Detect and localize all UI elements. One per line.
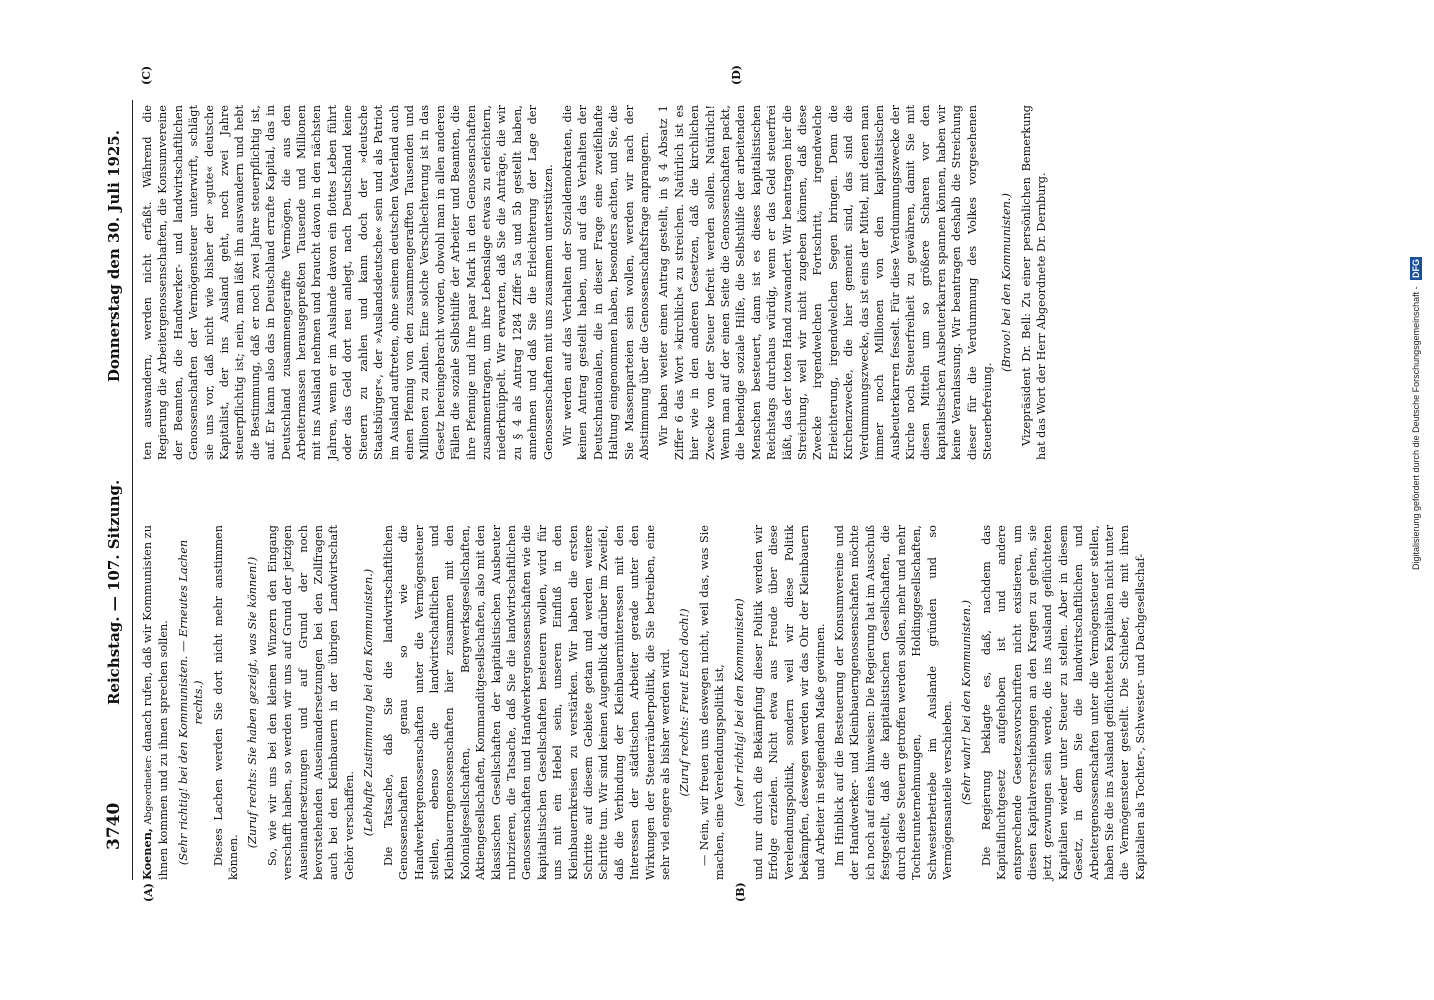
interjection: (Bravo! bei den Kommunisten.) xyxy=(1000,193,1014,372)
interjection: (Zuruf rechts: Freut Euch doch!) xyxy=(678,608,692,797)
paragraph: Dieses Lachen werden Sie dort nicht mehr anstimmen können. xyxy=(211,525,241,880)
speaker-line xyxy=(140,525,172,880)
margin-label-a: (A) xyxy=(142,883,155,902)
page-header xyxy=(104,130,134,850)
page-number: 3740 xyxy=(104,802,124,850)
paragraph: und nur durch die Bekämpfung dieser Politik werden wir Erfolge erzielen. Nicht etwa aus Freude über diese Verelendungspolitik, sondern weil wir diese Politik bekämpfen, deswegen werden wir das Ohr der Kleinbauern und Arbeiter in steigendem Maße gewinnen. xyxy=(752,525,827,880)
paragraph: — Nein, wir freuen uns deswegen nicht, weil das, was Sie machen, eine Verelendungspolitik ist, xyxy=(697,525,727,880)
margin-label-c: (C) xyxy=(140,65,153,85)
interjection: (Zuruf rechts: Sie haben gezeigt, was Sie können!) xyxy=(246,556,260,849)
interjection: (Sehr richtig! bei den Kommunisten. — Erneutes Lachen rechts.) xyxy=(176,539,206,866)
paragraph: ten auswandern, werden nicht erfaßt. Während die Regierung die Arbeitergenossenschaften, die Konsumvereine der Beamten, die Handwerker- und landwirtschaftlichen Genossenschaften der Vermögensteuer unterwirft, schlägt sie uns vor, daß nicht wie bisher der »gute« deutsche Kapitalist, der ins Ausland geht, noch zwei Jahre steuerpflichtig ist; nein, man läßt ihn auswandern und hebt die Bestimmung, daß er noch zwei Jahre steuerpflichtig ist, auf. Er kann also das in Deutschland errafte Kapital, das in Deutschland zusammengeraffte Vermögen, die aus den Arbeitermassen herausgepreßten Tausende und Millionen mit ins Ausland nehmen und braucht davon in den nächsten Jahren, wenn er im Auslande davon ein flottes Leben führt oder das Geld dort neu anlegt, nach Deutschland keine Steuern zu zahlen und kann doch der »deutsche Staatsbürger«, der »Auslandsdeutsche« sein und als Patriot im Ausland auftreten, ohne seinem deutschen Vaterland auch einen Pfennig von den zusammengerafften Tausenden und Millionen zu zahlen. Eine solche Verschlechterung ist in das Gesetz hereingebracht worden, obwohl man in allen anderen Fällen die soziale Selbsthilfe der Arbeiter und Beamten, die ihre Pfennige und ihre paar Mark in den Genossenschaften zusammentragen, um ihre Lebenslage etwas zu erleichtern, niederknüppelt. Wir erwarten, daß Sie die Anträge, die wir zu § 4 als Antrag 1284 Ziffer 5a und 5b gestellt haben, annehmen und daß Sie die Erleichterung der Lage der Genossenschaften mit uns zusammen unterstützen. xyxy=(141,105,555,460)
dfg-logo: DFG xyxy=(1411,258,1421,278)
paragraph: Wir werden auf das Verhalten der Sozialdemokraten, die keinen Antrag gestellt haben, und auf das Verhalten der Deutschnationalen, die in dieser Frage eine zweifelhafte Haltung eingenommen haben, besonders achten, und Sie, die Sie Massenparteien sein wollen, werden wir nach der Abstimmung über die Genossenschaftsfrage anprangern. xyxy=(560,105,651,460)
paragraph: Die Regierung beklagte es, daß, nachdem das Kapitalfluchtgesetz aufgehoben ist und andere entsprechende Gesetzesvorschriften nicht existieren, um diesen Kapitalverschiebungen an den Kragen zu gehen, sie jetzt gezwungen sein werde, die ins Ausland geflüchteten Kapitalien wieder unter Steuer zu stellen. Aber in diesem Gesetz, in dem Sie die landwirtschaftlichen und Arbeitergenossenschaften unter die Vermögensteuer stellen, haben Sie die ins Ausland geflüchteten Kapitalien nicht unter die Vermögensteuer gestellt. Die Schieber, die mit ihren Kapitalien als Tochter-, Schwester- und Dachgesellschaf- xyxy=(979,525,1147,880)
margin-label-b: (B) xyxy=(734,882,747,902)
credit-text: Digitalisierung gefördert durch die Deutsche Forschungsgemeinschaft - xyxy=(1411,286,1421,570)
speaker-name: Koenen, xyxy=(140,828,154,880)
running-title-right: Donnerstag den 30. Juli 1925. xyxy=(105,130,123,383)
interjection: (sehr richtig! bei den Kommunisten) xyxy=(732,598,746,807)
header-rule xyxy=(132,100,133,880)
left-column xyxy=(140,525,1152,880)
running-title-left: Reichstag. — 107. Sitzung. xyxy=(105,479,123,706)
paragraph: So, wie wir uns bei den kleinen Winzern den Eingang verschafft haben, so werden wir uns auf Grund der jetzigen Auseinandersetzungen und auf Grund der noch bevorstehenden Auseinandersetzungen bei den Zollfragen auch bei den Kleinbauern in der übrigen Landwirtschaft Gehör verschaffen. xyxy=(265,525,356,880)
paragraph: danach rufen, daß wir Kommunisten zu ihnen kommen und zu ihnen sprechen sollen. xyxy=(141,525,171,880)
margin-label-d: (D) xyxy=(730,65,743,85)
digitization-credit xyxy=(1410,10,1422,570)
paragraph: Die Tatsache, daß Sie die landwirtschaftlichen Genossenschaften genau so wie die Handwerkergenossenschaften unter die Vermögensteuer stellen, ebenso die landwirtschaftlichen und Kleinbauerngenossenschaften hier zusammen mit den Kolonialgesellschaften, Bergwerksgesellschaften, Aktiengesellschaften, Kommanditgesellschaften, also mit den klassischen Gesellschaften der kapitalistischen Ausbeuter rubrizieren, die Tatsache, daß Sie die landwirtschaftlichen Genossenschaften und Handwerkergenossenschaften wie die kapitalistischen Gesellschaften besteuern wollen, wird für uns mit ein Hebel sein, unseren Einfluß in den Kleinbauernkreisen zu verstärken. Wir haben die ersten Schritte auf diesem Gebiete getan und werden weitere Schritte tun. Wir sind keinen Augenblick darüber im Zweifel, daß die Verbindung der Kleinbauerninteressen mit den Interessen der städtischen Arbeiter gerade unter den Wirkungen der Steuerräuberpolitik, die Sie betreiben, eine sehr viel engere als bisher werden wird. xyxy=(381,525,672,880)
paragraph: Wir haben weiter einen Antrag gestellt, in § 4 Absatz 1 Ziffer 6 das Wort »kirchlich« zu streichen. Natürlich ist es hier wie in den anderen Gesetzen, daß die kirchlichen Zwecke von der Steuer befreit werden sollen. Natürlich! Wenn man auf der einen Seite die Genossenschaften packt, die lebendige soziale Hilfe, die Selbsthilfe der arbeitenden Menschen besteuert, dann ist es dieses kapitalistischen Reichstags durchaus würdig, wenn er das Geld steuerfrei läßt, das der toten Hand zuwandert. Wir beantragen hier die Streichung, weil wir nicht zugeben können, daß diese Zwecke irgendwelchen Fortschritt, irgendwelche Erleichterung, irgendwelchen Segen bringen. Denn die Kirchenzwecke, die hier gemeint sind, das sind die Verdummungszwecke, das ist eins der Mittel, mit denen man immer noch Millionen von den kapitalistischen Ausbeuterkarren fesselt. Für diese Verdummungszwecke der Kirche noch Steuerfreiheit zu gewähren, damit Sie mit diesen Mitteln um so größere Scharen vor den kapitalistischen Ausbeuterkarren spannen können, haben wir keine Veranlassung. Wir beantragen deshalb die Streichung dieser für die Verdummung des Volkes vorgesehenen Steuerbefreiung. xyxy=(657,105,994,460)
speaker-role: Abgeordneter: xyxy=(143,755,154,825)
paragraph: Vizepräsident Dr. Bell: Zu einer persönlichen Bemerkung hat das Wort der Herr Abgeordnete Dr. Dernburg. xyxy=(1019,105,1049,460)
interjection: (Lebhafte Zustimmung bei den Kommunisten.) xyxy=(362,568,376,837)
paragraph: Im Hinblick auf die Besteuerung der Konsumvereine und der Handwerker- und Kleinbauerngenossenschaften möchte ich noch auf eines hinweisen: Die Regierung hat im Ausschuß festgestellt, daß die kapitalistischen Gesellschaften, die durch diese Steuern getroffen werden sollen, mehr und mehr Tochterunternehmungen, Holdinggesellschaften, Schwesterbetriebe im Auslande gründen und so Vermögensanteile verschieben. xyxy=(833,525,954,880)
right-column xyxy=(140,105,1054,460)
interjection: (Sehr wahr! bei den Kommunisten.) xyxy=(960,599,974,806)
